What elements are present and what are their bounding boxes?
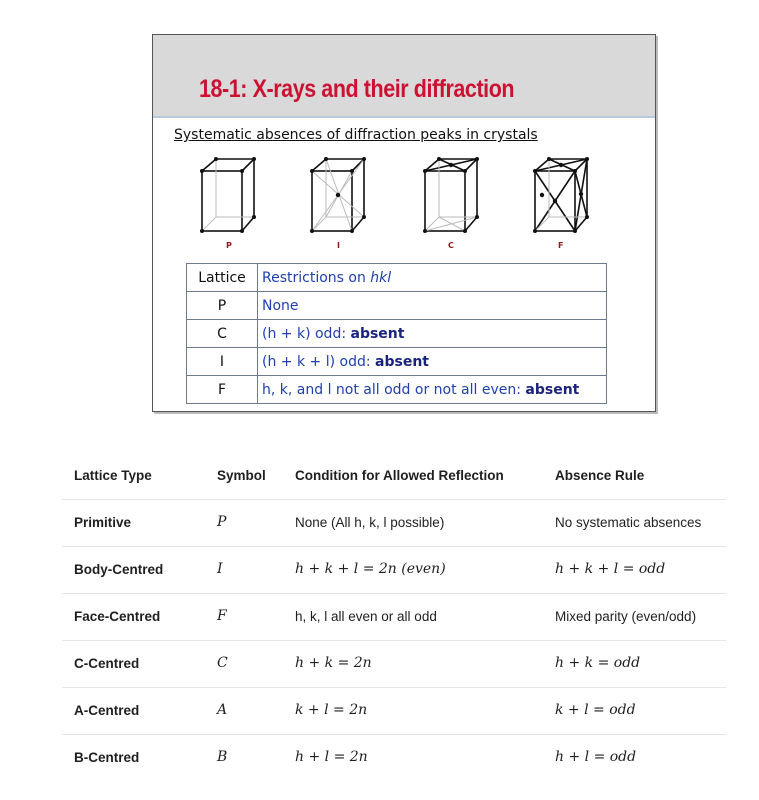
restrictions-lattice: F <box>187 376 258 404</box>
absence-rule: h + k = odd <box>555 655 641 671</box>
allowed-condition: h + k = 2n <box>295 655 372 671</box>
restrictions-header-lattice: Lattice <box>187 264 258 292</box>
slide-subtitle: Systematic absences of diffraction peaks in crystals <box>174 127 538 143</box>
header-lattice-type: Lattice Type <box>74 468 152 483</box>
allowed-condition: h + l = 2n <box>295 749 368 765</box>
lattice-diagrams <box>153 155 655 255</box>
absent-label: absent <box>525 381 580 398</box>
slide-title: 18-1: X-rays and their diffraction <box>199 75 515 103</box>
lattice-type: B-Centred <box>74 750 140 765</box>
rules-header-row <box>62 452 726 500</box>
lattice-label-c: C <box>448 241 454 250</box>
restrictions-row <box>187 292 607 320</box>
restriction-condition: (h + k) odd: <box>262 325 351 342</box>
table-row <box>62 546 726 594</box>
lattice-type: C-Centred <box>74 656 140 671</box>
restrictions-lattice: P <box>187 292 258 320</box>
header-condition: Condition for Allowed Reflection <box>295 468 504 483</box>
absence-rule: Mixed parity (even/odd) <box>555 609 697 624</box>
face-centred-lattice-diagram <box>531 155 591 239</box>
restrictions-header-restriction: Restrictions on hkl <box>258 264 607 292</box>
allowed-condition: h + k + l = 2n (even) <box>295 561 446 577</box>
absence-rule: h + k + l = odd <box>555 561 666 577</box>
absence-rule: k + l = odd <box>555 702 636 718</box>
restrictions-row <box>187 376 607 404</box>
lattice-symbol: A <box>217 702 228 718</box>
absent-label: absent <box>375 353 429 370</box>
lattice-symbol: I <box>217 561 223 577</box>
body-centred-lattice-diagram <box>308 155 368 239</box>
restrictions-lattice: I <box>187 348 258 376</box>
table-row <box>62 499 726 547</box>
lattice-type: Body-Centred <box>74 562 164 577</box>
restrictions-text: None <box>258 292 607 320</box>
allowed-condition: h, k, l all even or all odd <box>295 609 437 624</box>
lattice-label-f: F <box>558 241 564 250</box>
header-absence-rule: Absence Rule <box>555 468 645 483</box>
lattice-symbol: B <box>217 749 228 765</box>
table-row <box>62 687 726 735</box>
table-row <box>62 734 726 781</box>
lattice-type: Face-Centred <box>74 609 161 624</box>
restrictions-row <box>187 320 607 348</box>
lattice-symbol: P <box>217 514 227 530</box>
lecture-slide <box>152 34 656 412</box>
table-row <box>62 593 726 641</box>
lattice-label-p: P <box>226 241 232 250</box>
lattice-type: Primitive <box>74 515 132 530</box>
restrictions-row <box>187 348 607 376</box>
lattice-label-i: I <box>337 241 340 250</box>
restrictions-lattice: C <box>187 320 258 348</box>
c-centred-lattice-diagram <box>421 155 481 239</box>
table-row <box>62 640 726 688</box>
lattice-symbol: F <box>217 608 227 624</box>
absent-label: absent <box>350 325 405 342</box>
lattice-symbol: C <box>217 655 228 671</box>
restrictions-header-row <box>187 264 607 292</box>
restrictions-table <box>186 263 607 404</box>
allowed-condition: k + l = 2n <box>295 702 368 718</box>
restrictions-text <box>258 376 607 404</box>
header-symbol: Symbol <box>217 468 266 483</box>
slide-header <box>153 35 655 118</box>
absence-rule: No systematic absences <box>555 515 702 530</box>
lattice-type: A-Centred <box>74 703 140 718</box>
restrictions-text <box>258 348 607 376</box>
restriction-condition: (h + k + l) odd: <box>262 353 376 370</box>
restrictions-text <box>258 320 607 348</box>
absence-rule: h + l = odd <box>555 749 637 765</box>
restriction-condition: h, k, and l not all odd or not all even: <box>262 381 526 398</box>
primitive-lattice-diagram <box>198 155 258 239</box>
allowed-condition: None (All h, k, l possible) <box>295 515 445 530</box>
